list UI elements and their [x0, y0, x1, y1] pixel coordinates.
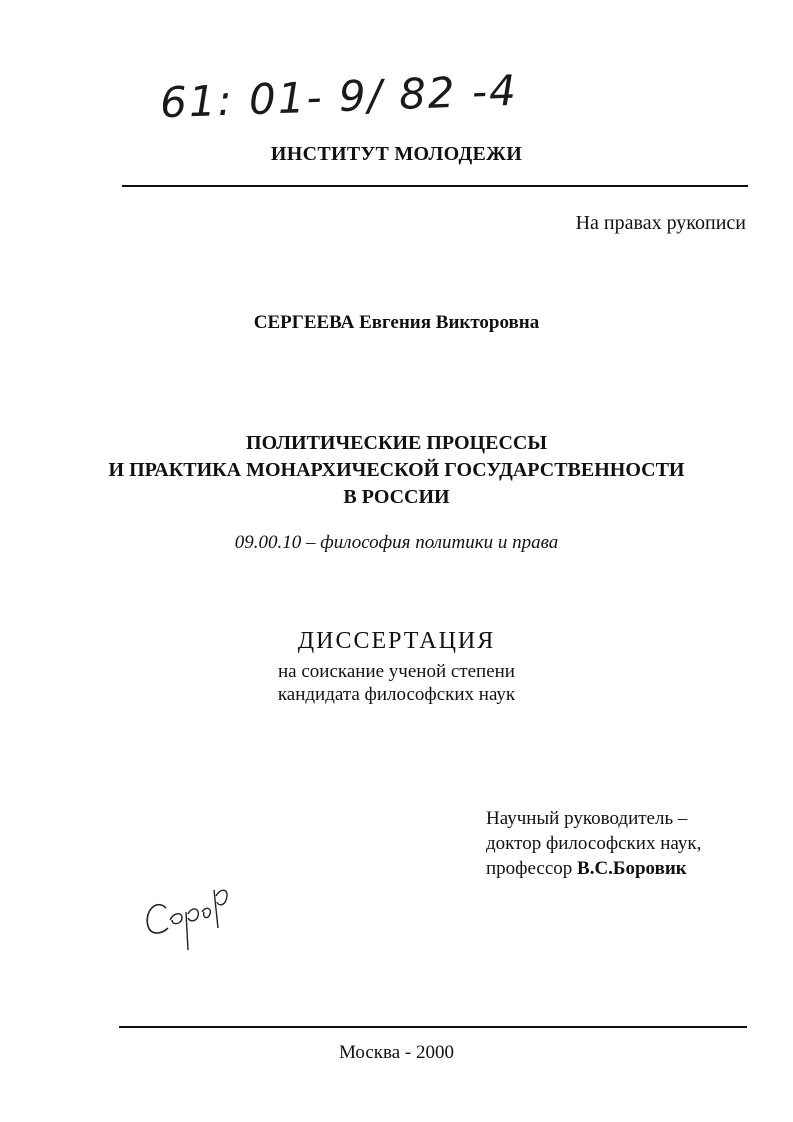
institute-name: ИНСТИТУТ МОЛОДЕЖИ	[270, 143, 523, 165]
degree-line: кандидата философских наук	[277, 684, 516, 705]
degree-description	[0, 660, 793, 706]
supervisor-degree: доктор философских наук,	[486, 833, 702, 854]
supervisor-rank: профессор	[486, 858, 578, 879]
degree-line: на соискание ученой степени	[278, 661, 515, 682]
bottom-divider	[119, 1026, 747, 1028]
specialty-code: 09.00.10 – философия политики и права	[234, 532, 559, 553]
rights-notice: На правах рукописи	[575, 212, 746, 234]
city-year: Москва - 2000	[338, 1042, 455, 1063]
author-name: СЕРГЕЕВА Евгения Викторовна	[253, 312, 540, 333]
title-line: И ПРАКТИКА МОНАРХИЧЕСКОЙ ГОСУДАРСТВЕННОСТИ	[108, 459, 685, 481]
supervisor-role: Научный руководитель –	[486, 808, 688, 829]
title-line: В РОССИИ	[343, 486, 450, 508]
handwritten-signature	[138, 868, 238, 958]
top-divider	[122, 185, 748, 187]
handwritten-catalog-number: 61: 01- 9/ 82 -4	[159, 65, 519, 128]
supervisor-name: В.С.Боровик	[577, 858, 687, 879]
dissertation-heading: ДИССЕРТАЦИЯ	[297, 628, 496, 654]
supervisor-title	[486, 856, 701, 881]
supervisor-block	[486, 806, 701, 881]
dissertation-title	[0, 430, 793, 511]
title-line: ПОЛИТИЧЕСКИЕ ПРОЦЕССЫ	[246, 432, 547, 454]
